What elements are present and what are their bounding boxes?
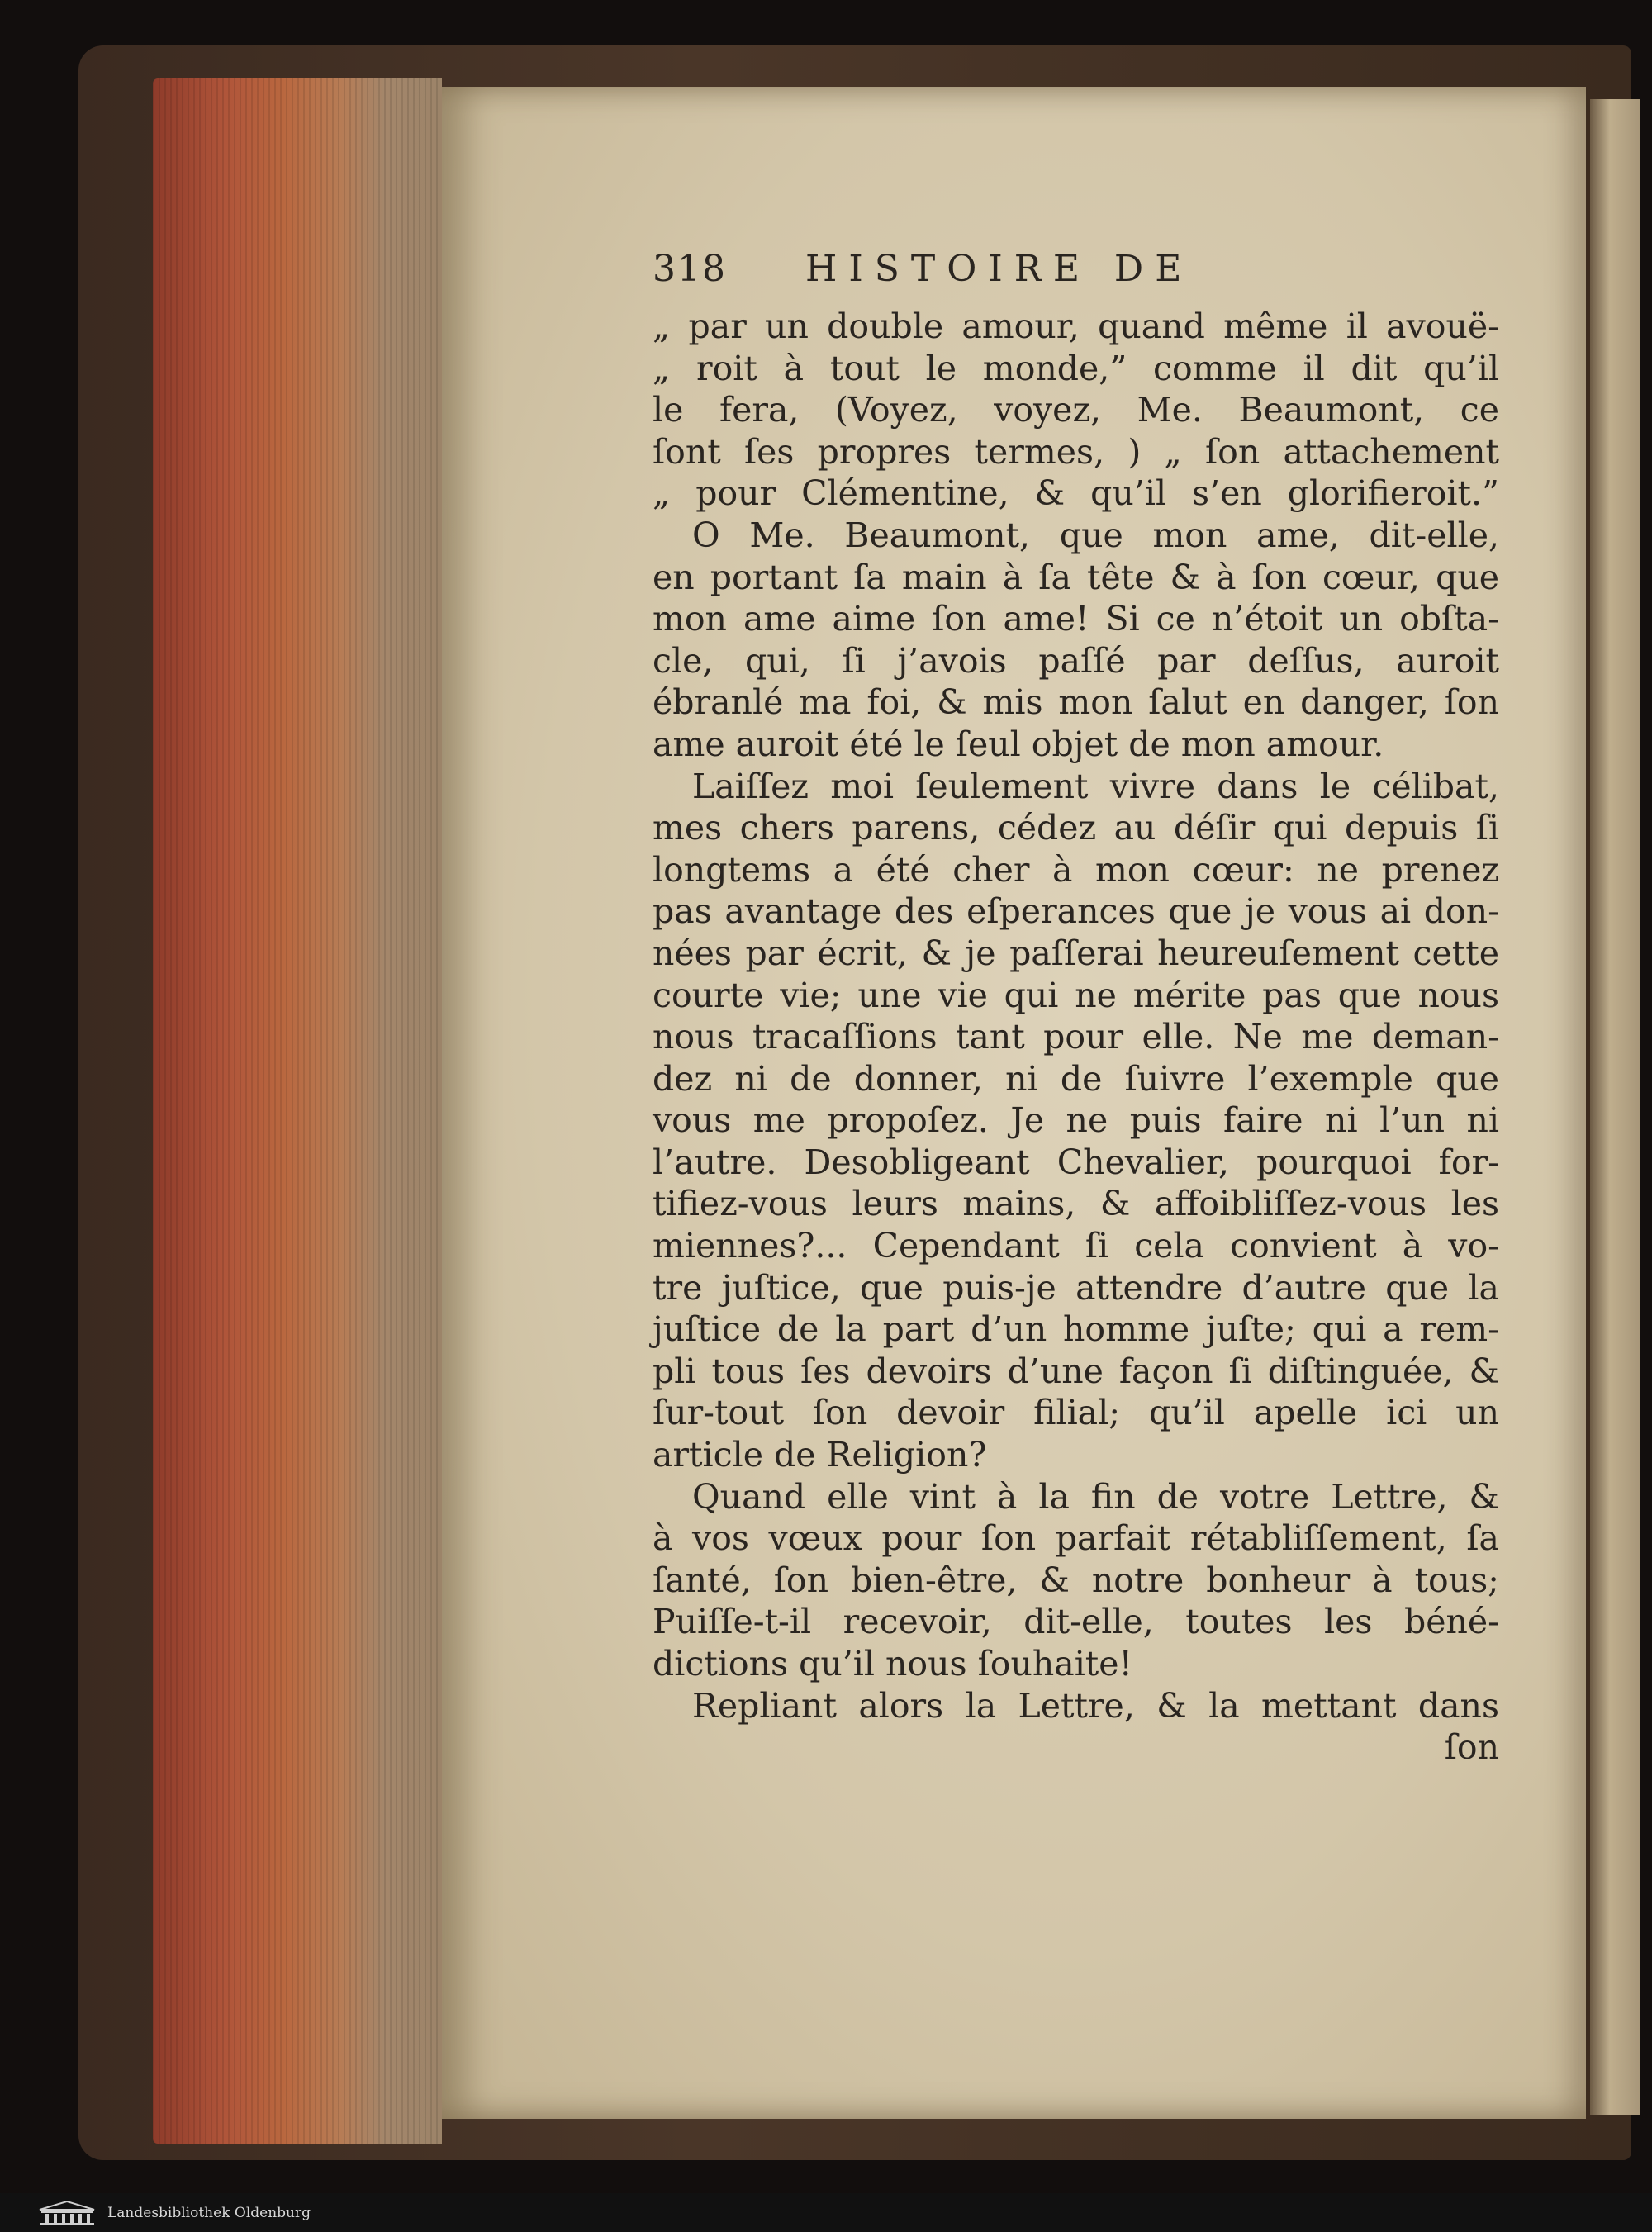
text-line: Laiſſez moi ſeulement vivre dans le célibat, [692, 766, 1499, 806]
text-line: longtems a été cher à mon cœur: ne prenez [653, 849, 1499, 890]
text-line: en portant ſa main à ſa tête & à ſon cœur, que [653, 557, 1499, 597]
text-line: tre juſtice, que puis-je attendre d’autre que la [653, 1267, 1499, 1308]
text-line: O Me. Beaumont, que mon ame, dit-elle, [692, 515, 1499, 555]
text-line: vous me propoſez. Je ne puis faire ni l’un ni [653, 1100, 1499, 1141]
page-text [653, 248, 1499, 1769]
text-line: dez ni de donner, ni de ſuivre l’exemple que [653, 1058, 1499, 1099]
library-name: Landesbibliothek Oldenburg [107, 2204, 311, 2221]
text-line: ſanté, ſon bien-être, & notre bonheur à tous; [653, 1560, 1499, 1600]
running-head [653, 248, 1499, 306]
footer-bar [0, 2193, 1652, 2232]
running-title: HISTOIRE DE [805, 248, 1194, 290]
text-line: Quand elle vint à la fin de votre Lettre, & [692, 1476, 1499, 1517]
text-line: miennes?... Cependant ſi cela convient à vo- [653, 1226, 1499, 1266]
text-line: article de Religion? [653, 1435, 987, 1475]
page-number: 318 [653, 248, 727, 290]
text-line: „ par un double amour, quand même il avouë- [653, 306, 1499, 346]
text-line: „ roit à tout le monde,” comme il dit qu’il [653, 348, 1499, 388]
text-line: Repliant alors la Lettre, & la mettant dans [692, 1685, 1499, 1726]
text-lines [653, 306, 1499, 1769]
text-line: nées par écrit, & je paſſerai heureuſement cette [653, 933, 1499, 973]
text-line: pli tous ſes devoirs d’une façon ſi diſtinguée, & [653, 1351, 1499, 1391]
text-line: tifiez-vous leurs mains, & affoibliſſez-vous les [653, 1184, 1499, 1224]
library-building-icon [38, 2200, 96, 2226]
text-line: nous tracaſſions tant pour elle. Ne me deman- [653, 1017, 1499, 1057]
text-line: „ pour Clémentine, & qu’il s’en glorifieroit.” [653, 473, 1499, 514]
page-edges [153, 78, 442, 2144]
text-line: pas avantage des eſperances que je vous ai don- [653, 891, 1499, 932]
text-line: ame auroit été le ſeul objet de mon amour. [653, 724, 1384, 764]
text-line: ébranlé ma foi, & mis mon ſalut en danger, ſon [653, 682, 1499, 723]
text-line: le fera, (Voyez, voyez, Me. Beaumont, ce [653, 390, 1499, 430]
text-line: dictions qu’il nous ſouhaite! [653, 1644, 1133, 1683]
text-line: l’autre. Desobligeant Chevalier, pourquoi for- [653, 1142, 1499, 1182]
text-line: mon ame aime ſon ame! Si ce n’étoit un obſta- [653, 599, 1499, 639]
text-line: ſon [1444, 1727, 1499, 1768]
text-line: cle, qui, ſi j’avois paſſé par deſſus, auroit [653, 640, 1499, 681]
text-line: juſtice de la part d’un homme juſte; qui a rem- [653, 1309, 1499, 1350]
text-line: à vos vœux pour ſon parfait rétabliſſement, ſa [653, 1518, 1499, 1559]
facing-page-edge [1590, 99, 1640, 2115]
text-line: courte vie; une vie qui ne mérite pas que nous [653, 975, 1499, 1015]
text-line: ſont ſes propres termes, ) „ ſon attachement [653, 431, 1499, 472]
text-line: Puiſſe-t-il recevoir, dit-elle, toutes les béné- [653, 1602, 1499, 1642]
text-line: ſur-tout ſon devoir filial; qu’il apelle ici un [653, 1393, 1499, 1433]
text-line: mes chers parens, cédez au déſir qui depuis ſi [653, 808, 1499, 848]
